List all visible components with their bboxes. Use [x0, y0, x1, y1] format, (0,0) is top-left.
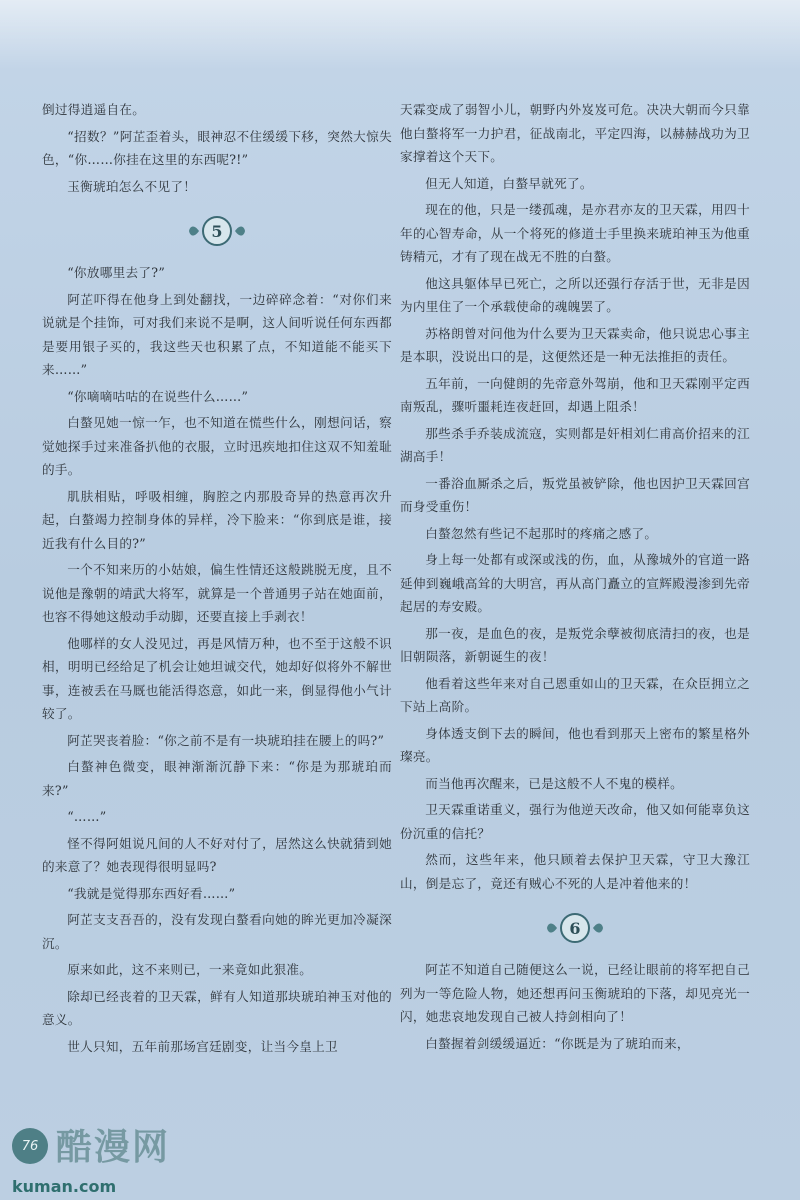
paragraph: 阿芷不知道自己随便这么一说，已经让眼前的将军把自己列为一等危险人物，她还想再问玉衡琥珀的下落，却见亮光一闪，她悲哀地发现自己被人持剑相向了！	[400, 962, 750, 1024]
paragraph: 世人只知，五年前那场宫廷剧变，让当今皇上卫	[67, 1038, 338, 1054]
paragraph: 白螯见她一惊一乍，也不知道在慌些什么，刚想问话，察觉她探手过来准备扒他的衣服，立时迅疾地扣住这双不知羞耻的手。	[42, 415, 392, 477]
top-decoration	[0, 0, 800, 70]
paragraph: 但无人知道，白螯早就死了。	[425, 175, 593, 191]
paragraph: 肌肤相贴，呼吸相缠，胸腔之内那股奇异的热意再次升起，白螯竭力控制身体的异样，冷下脸来：“你到底是谁，接近我有什么目的?”	[42, 488, 392, 551]
right-column	[400, 98, 750, 1058]
paragraph: 然而，这些年来，他只顾着去保护卫天霖，守卫大豫江山，倒是忘了，竟还有贼心不死的人是冲着他来的！	[400, 852, 750, 891]
paragraph: 怪不得阿姐说凡间的人不好对付了，居然这么快就猜到她的来意了？她表现得很明显吗?	[42, 835, 392, 874]
paragraph: 苏格朗曾对问他为什么要为卫天霖卖命，他只说忠心事主是本职，没说出口的是，这便然还是一种无法推拒的责任。	[400, 325, 750, 364]
paragraph: “你嘀嘀咕咕的在说些什么……”	[67, 388, 249, 404]
paragraph: 原来如此，这不来则已，一来竟如此狠准。	[67, 962, 313, 977]
paragraph: 玉衡琥珀怎么不见了！	[67, 178, 197, 194]
page-number: 76	[12, 1128, 48, 1164]
paragraph: 阿芷吓得在他身上到处翻找，一边碎碎念着：“对你们来说就是个挂饰，可对我们来说不是啊，这人间听说任何东西都是要用银子买的，我这些天也积累了点，不知道能不能买下来……”	[42, 291, 392, 377]
paragraph: 五年前，一向健朗的先帝意外驾崩，他和卫天霖刚平定西南叛乱，骤听噩耗连夜赶回，却遇上阻杀！	[400, 375, 750, 414]
paragraph: 一番浴血厮杀之后，叛党虽被铲除，他也因护卫天霖回宫而身受重伤！	[400, 475, 750, 514]
paragraph: 白螯神色微变，眼神渐渐沉静下来：“你是为那琥珀而来?”	[42, 759, 392, 798]
paragraph: 身体透支倒下去的瞬间，他也看到那天上密布的繁星格外璨亮。	[400, 725, 750, 764]
paragraph: 白螯握着剑缓缓逼近：“你既是为了琥珀而来，	[425, 1035, 690, 1051]
right-paras-before	[400, 98, 750, 895]
paragraph: 阿芷哭丧着脸：“你之前不是有一块琥珀挂在腰上的吗?”	[67, 732, 385, 748]
paragraph: 白螯忽然有些记不起那时的疼痛之感了。	[425, 525, 658, 541]
left-column	[42, 98, 392, 1061]
paragraph: 身上每一处都有或深或浅的伤，血，从豫城外的官道一路延伸到巍峨高耸的大明宫，再从高门矗立的宣辉殿漫渗到先帝起居的寿安殿。	[400, 552, 750, 614]
left-paras-before	[42, 98, 392, 198]
leaf-left-icon	[188, 222, 200, 240]
left-paras-after	[42, 261, 392, 1058]
paragraph: 除却已经丧着的卫天霖，鲜有人知道那块琥珀神玉对他的意义。	[42, 988, 392, 1027]
paragraph: 现在的他，只是一缕孤魂，是亦君亦友的卫天霖，用四十年的心智寿命，从一个将死的修道士手里换来琥珀神玉为他重铸精元，才有了现在战无不胜的白螯。	[400, 202, 750, 264]
chapter-number: 6	[560, 913, 590, 943]
leaf-left-icon	[546, 919, 558, 937]
paragraph: 他看着这些年来对自己恩重如山的卫天霖，在众臣拥立之下站上高阶。	[400, 675, 750, 714]
paragraph: “我就是觉得那东西好看……”	[67, 885, 236, 901]
chapter-badge	[188, 216, 246, 246]
paragraph: 一个不知来历的小姑娘，偏生性情还这般跳脱无度，且不说他是豫朝的靖武大将军，就算是一个普通男子站在她面前，也容不得她这般动手动脚，还要直接上手剥衣！	[42, 562, 392, 624]
chapter-heading-6	[400, 898, 750, 958]
watermark-logo: 酷漫网	[56, 1127, 171, 1168]
leaf-right-icon	[234, 222, 246, 240]
paragraph: 而当他再次醒来，已是这般不人不鬼的模样。	[425, 775, 684, 791]
paragraph: 那一夜，是血色的夜，是叛党余孽被彻底清扫的夜，也是旧朝陨落，新朝诞生的夜！	[400, 625, 750, 664]
chapter-heading-5	[42, 201, 392, 261]
paragraph: 天霖变成了弱智小儿，朝野内外岌岌可危。决决大朝而今只靠他白螯将军一力护君，征战南北，平定四海，以赫赫战功为卫家撑着这个天下。	[400, 102, 750, 164]
paragraph: 他这具躯体早已死亡，之所以还强行存活于世，无非是因为内里住了一个承载使命的魂魄罢了。	[400, 275, 750, 314]
chapter-number: 5	[202, 216, 232, 246]
paragraph: 那些杀手乔装成流寇，实则都是奸相刘仁甫高价招来的江湖高手！	[400, 425, 750, 464]
paragraph: 倒过得逍遥自在。	[42, 102, 146, 117]
paragraph: “你放哪里去了?”	[67, 265, 166, 280]
paragraph: 阿芷支支吾吾的，没有发现白螯看向她的眸光更加冷凝深沉。	[42, 912, 392, 951]
right-paras-after	[400, 958, 750, 1055]
paragraph: 卫天霖重诺重义，强行为他逆天改命，他又如何能辜负这份沉重的信托？	[400, 802, 750, 841]
paragraph: “招数？”阿芷歪着头，眼神忍不住缓缓下移，突然大惊失色，“你……你挂在这里的东西呢?!”	[42, 128, 392, 167]
chapter-badge	[546, 913, 604, 943]
paragraph: “……”	[67, 809, 107, 824]
leaf-right-icon	[592, 919, 604, 937]
watermark-url: kuman.com	[12, 1177, 117, 1196]
paragraph: 他哪样的女人没见过，再是风情万种，也不至于这般不识相，明明已经给足了机会让她坦诚交代，她却好似将外不解世事，连被丢在马厩也能活得恣意，如此一来，倒显得他小气计较了。	[42, 635, 392, 721]
